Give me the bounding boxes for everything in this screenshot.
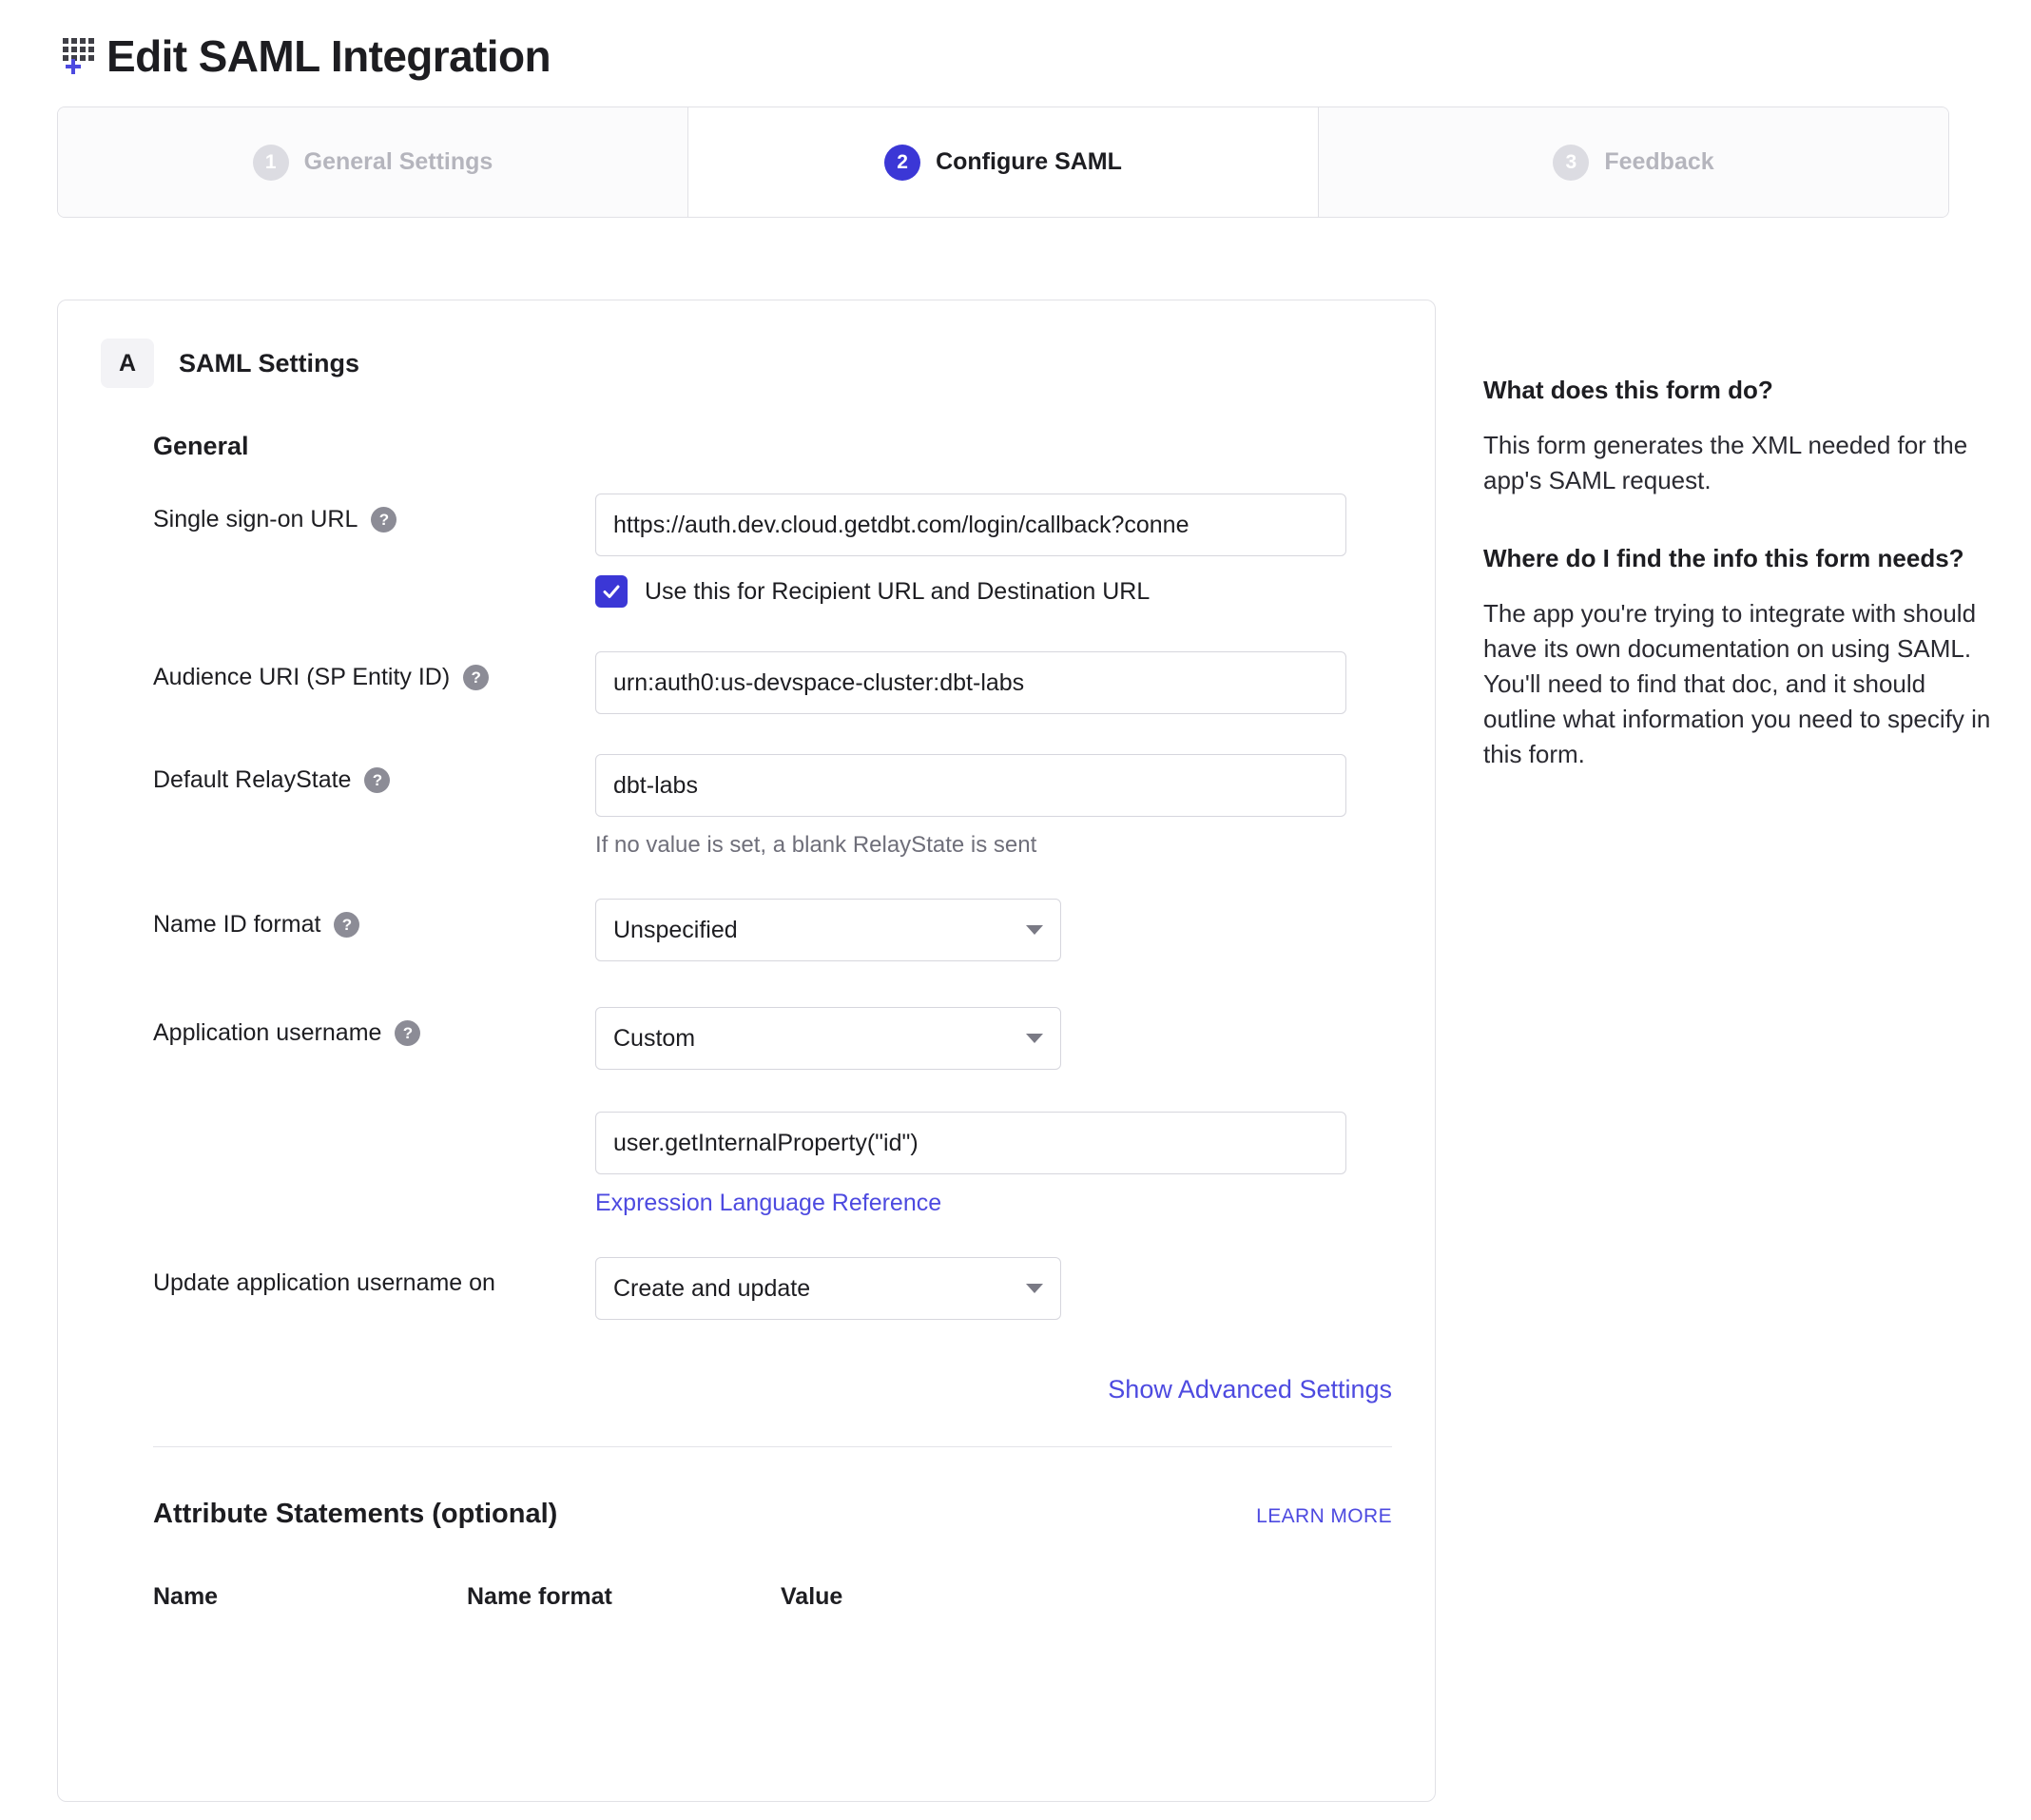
content-area xyxy=(57,300,2031,1802)
page-header xyxy=(57,32,2031,80)
show-advanced-settings-link[interactable]: Show Advanced Settings xyxy=(1108,1375,1392,1404)
label-default-relaystate xyxy=(101,754,595,794)
step-number-1: 1 xyxy=(253,145,289,181)
label-default-relaystate-text: Default RelayState xyxy=(153,766,352,793)
group-title-general: General xyxy=(153,432,249,460)
help-icon-sso-url[interactable]: ? xyxy=(371,507,397,532)
control-application-username xyxy=(595,1007,1392,1217)
field-update-application-username-on xyxy=(101,1257,1392,1320)
label-application-username xyxy=(101,1007,595,1047)
expression-language-reference-link[interactable]: Expression Language Reference xyxy=(595,1190,942,1216)
help-icon-name-id-format[interactable]: ? xyxy=(334,912,359,938)
step-number-3: 3 xyxy=(1553,145,1589,181)
label-name-id-format xyxy=(101,899,595,939)
tab-feedback-label: Feedback xyxy=(1604,148,1714,175)
tab-general-settings-label: General Settings xyxy=(303,148,493,175)
rail-heading-what-does-this-form-do: What does this form do? xyxy=(1483,376,1773,404)
control-update-application-username-on xyxy=(595,1257,1392,1320)
attribute-statements-columns xyxy=(153,1583,1392,1611)
label-single-sign-on-url xyxy=(101,494,595,533)
tab-general-settings[interactable] xyxy=(58,107,688,217)
field-single-sign-on-url xyxy=(101,494,1392,608)
label-single-sign-on-url-text: Single sign-on URL xyxy=(153,506,358,532)
tab-configure-saml-label: Configure SAML xyxy=(936,148,1122,175)
help-icon-audience-uri[interactable]: ? xyxy=(463,665,489,690)
help-icon-default-relaystate[interactable]: ? xyxy=(364,767,390,793)
section-badge: A xyxy=(101,339,154,388)
application-username-value: Custom xyxy=(613,1024,696,1052)
column-header-name-format: Name format xyxy=(467,1583,612,1610)
rail-body-where-do-i-find-info: The app you're trying to integrate with should have its own documentation on using SAML. You'll need to find that doc, and it should outline what information you need to specify in this form. xyxy=(1483,599,1991,768)
column-header-value: Value xyxy=(781,1583,843,1610)
update-application-username-on-value: Create and update xyxy=(613,1274,811,1302)
default-relaystate-input[interactable] xyxy=(595,754,1346,817)
name-id-format-select[interactable] xyxy=(595,899,1061,961)
section-divider xyxy=(153,1446,1392,1447)
field-application-username xyxy=(101,1007,1392,1217)
attribute-statements-header xyxy=(153,1499,1392,1530)
recipient-destination-checkbox-row xyxy=(595,575,1392,608)
chevron-down-icon-name-id-format xyxy=(1026,925,1043,935)
column-header-name: Name xyxy=(153,1583,219,1610)
rail-heading-where-do-i-find-info: Where do I find the info this form needs? xyxy=(1483,543,1964,572)
chevron-down-icon-application-username xyxy=(1026,1034,1043,1043)
learn-more-link[interactable]: LEARN MORE xyxy=(1256,1505,1392,1527)
chevron-down-icon-update-username xyxy=(1026,1284,1043,1293)
recipient-destination-checkbox-label: Use this for Recipient URL and Destination URL xyxy=(645,577,1151,605)
label-audience-uri xyxy=(101,651,595,691)
label-update-application-username-on xyxy=(101,1257,595,1297)
field-name-id-format xyxy=(101,899,1392,961)
section-title: SAML Settings xyxy=(179,348,360,378)
update-application-username-on-select[interactable] xyxy=(595,1257,1061,1320)
field-default-relaystate xyxy=(101,754,1392,859)
attribute-statements-title: Attribute Statements (optional) xyxy=(153,1499,558,1529)
label-application-username-text: Application username xyxy=(153,1019,382,1046)
recipient-destination-checkbox[interactable] xyxy=(595,575,628,608)
help-icon-application-username[interactable]: ? xyxy=(395,1020,420,1046)
control-default-relaystate xyxy=(595,754,1392,859)
help-rail xyxy=(1483,300,1997,772)
control-name-id-format xyxy=(595,899,1392,961)
label-update-application-username-on-text: Update application username on xyxy=(153,1269,495,1296)
tab-configure-saml[interactable] xyxy=(688,107,1319,217)
section-header xyxy=(101,339,1392,388)
name-id-format-value: Unspecified xyxy=(613,916,738,943)
saml-settings-card xyxy=(57,300,1436,1802)
application-username-custom-input[interactable] xyxy=(595,1112,1346,1174)
grid-plus-icon xyxy=(57,32,101,80)
advanced-settings-row xyxy=(101,1375,1392,1404)
application-username-select[interactable] xyxy=(595,1007,1061,1070)
rail-body-what-does-this-form-do: This form generates the XML needed for the app's SAML request. xyxy=(1483,431,1968,494)
control-audience-uri xyxy=(595,651,1392,714)
control-single-sign-on-url xyxy=(595,494,1392,608)
audience-uri-input[interactable] xyxy=(595,651,1346,714)
label-audience-uri-text: Audience URI (SP Entity ID) xyxy=(153,664,451,690)
page-title: Edit SAML Integration xyxy=(106,31,551,81)
label-name-id-format-text: Name ID format xyxy=(153,911,321,938)
wizard-stepper xyxy=(57,106,1949,218)
sso-url-input[interactable] xyxy=(595,494,1346,556)
field-audience-uri xyxy=(101,651,1392,714)
step-number-2: 2 xyxy=(884,145,920,181)
default-relaystate-hint: If no value is set, a blank RelayState is sent xyxy=(595,832,1037,858)
tab-feedback[interactable] xyxy=(1319,107,1948,217)
